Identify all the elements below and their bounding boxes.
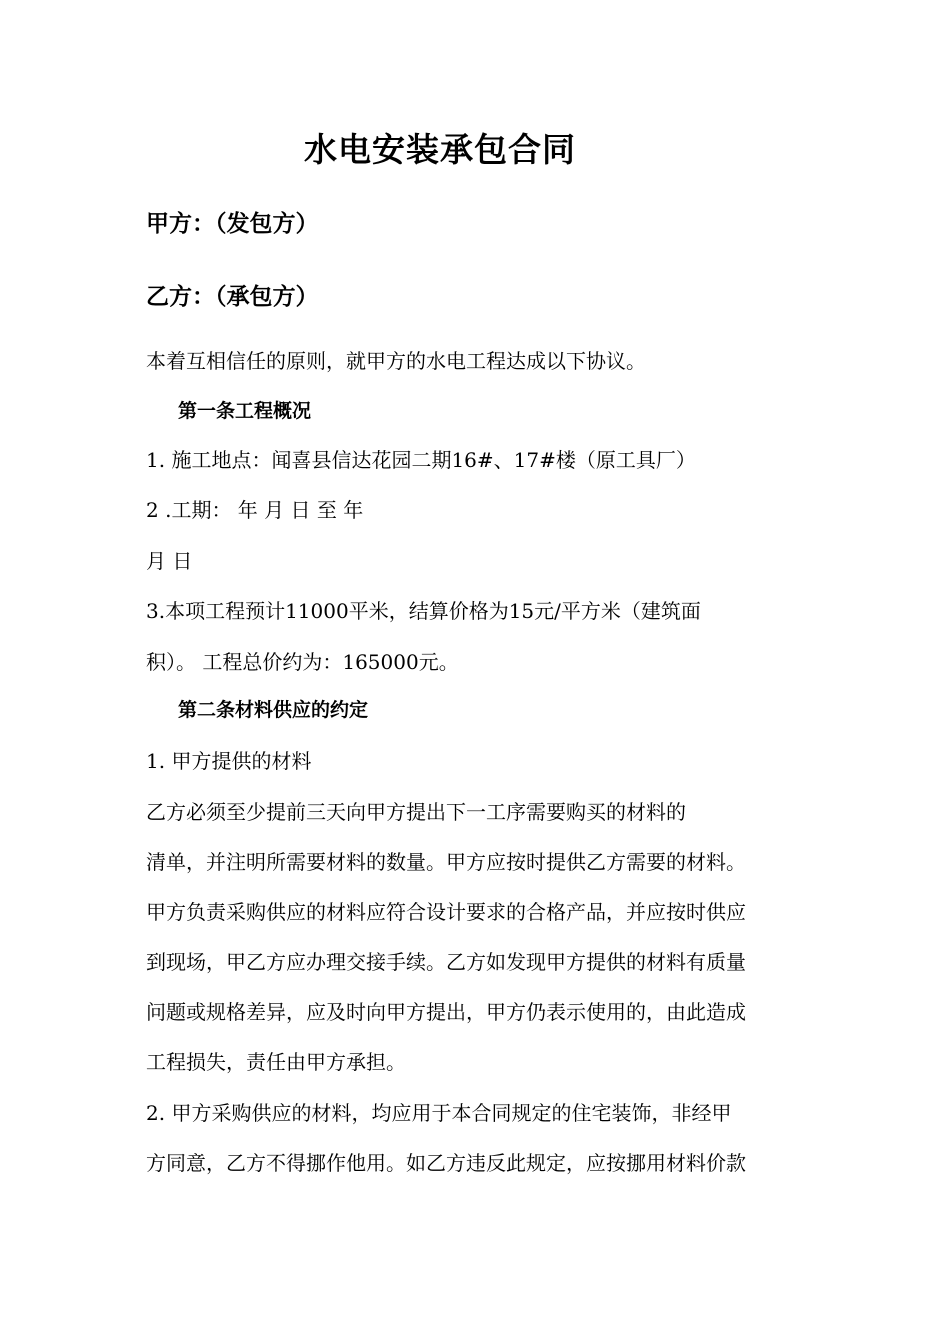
article-2-para-line-4: 到现场，甲乙方应办理交接手续。乙方如发现甲方提供的材料有质量 [146,950,746,974]
article-2-para-line-2: 清单，并注明所需要材料的数量。甲方应按时提供乙方需要的材料。 [146,850,746,874]
article-1-item-2-line-1: 2 .工期： 年 月 日 至 年 [146,498,364,522]
text-line: 3.本项工程预计11000平米，结算价格为15元/平方米（建筑面 [146,599,701,623]
article-2-item-2-line-1: 2. 甲方采购供应的材料，均应用于本合同规定的住宅装饰，非经甲 [146,1101,732,1125]
party-a-label: 甲方：（发包方） [146,211,319,237]
article-1-heading: 第一条工程概况 [178,400,312,422]
article-2-item-2-line-2: 方同意，乙方不得挪作他用。如乙方违反此规定，应按挪用材料价款 [146,1151,746,1175]
article-2-item-1: 1. 甲方提供的材料 [146,749,312,773]
contract-title: 水电安装承包合同 [304,130,576,169]
article-1-item-2-line-2: 月 日 [146,549,193,573]
article-2-para-line-1: 乙方必须至少提前三天向甲方提出下一工序需要购买的材料的 [146,800,686,824]
article-2-heading: 第二条材料供应的约定 [178,699,369,721]
article-1-item-1: 1. 施工地点：闻喜县信达花园二期16#、17#楼（原工具厂） [146,448,696,472]
article-2-para-line-6: 工程损失，责任由甲方承担。 [146,1050,406,1074]
article-1-item-3-line-2: 积）。 工程总价约为：165000元。 [146,650,459,674]
article-2-para-line-3: 甲方负责采购供应的材料应符合设计要求的合格产品，并应按时供应 [146,900,746,924]
intro-paragraph: 本着互相信任的原则，就甲方的水电工程达成以下协议。 [146,349,646,373]
article-2-para-line-5: 问题或规格差异，应及时向甲方提出，甲方仍表示使用的，由此造成 [146,1000,746,1024]
party-b-label: 乙方：（承包方） [146,284,319,310]
article-1-item-3-line-1 [146,595,818,624]
